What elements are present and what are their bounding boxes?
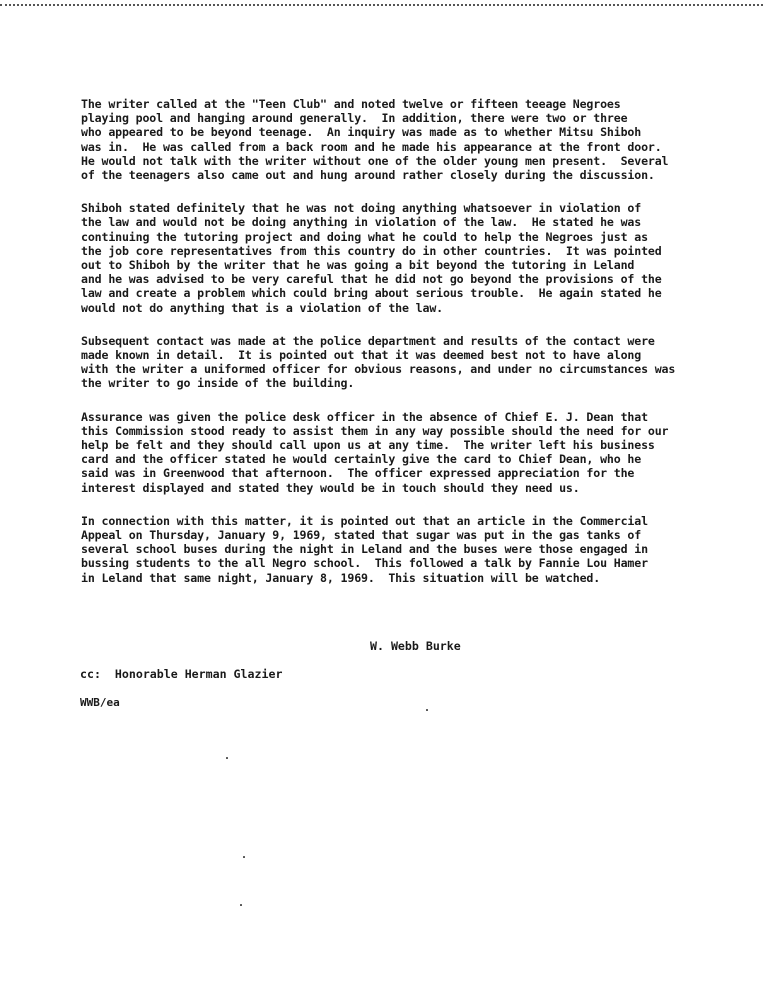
page-top-edge: [0, 0, 763, 6]
scan-speck: [240, 904, 242, 906]
scan-speck: [243, 856, 245, 858]
cc-line: cc: Honorable Herman Glazier: [80, 667, 283, 681]
typist-initials: WWB/ea: [80, 696, 120, 709]
scan-speck: [226, 757, 228, 759]
paragraph-police-contact: Subsequent contact was made at the police department and results of the contact were made known in detail. It is pointed out that it was deemed best not to have along with the writer a uniformed officer for obvious reasons, and under no circumstances was the writer to go inside of the building.: [81, 333, 676, 391]
paragraph-teen-club: The writer called at the "Teen Club" and noted twelve or fifteen teeage Negroes playing pool and hanging around generally. In addition, there were two or three who appeared to be beyond teenage. An inquiry was made as to whether Mitsu Shiboh was in. He was called from a back room and he made his appearance at the front door. He would not talk with the writer without one of the older young men present. Several of the teenagers also came out and hung around rather closely during the discussion.: [81, 97, 669, 183]
signature-name: W. Webb Burke: [370, 639, 461, 653]
paragraph-shiboh-statement: Shiboh stated definitely that he was not doing anything whatsoever in violation of the law and would not be doing anything in violation of the law. He stated he was continuing the tutoring project and doing what he could to help the Negroes just as the job core representatives from this country do in other countries. It was pointed out to Shiboh by the writer that he was going a bit beyond the tutoring in Leland and he was advised to be very careful that he did not go beyond the provisions of the law and create a problem which could bring about serious trouble. He again stated he would not do anything that is a violation of the law.: [81, 201, 662, 315]
paragraph-commercial-appeal: In connection with this matter, it is pointed out that an article in the Commercial Appeal on Thursday, January 9, 1969, stated that sugar was put in the gas tanks of several school buses during the night in Leland and the buses were those engaged in bussing students to the all Negro school. This followed a talk by Fannie Lou Hamer in Leland that same night, January 8, 1969. This situation will be watched.: [81, 513, 648, 585]
scan-speck: [426, 709, 428, 711]
paragraph-assurance: Assurance was given the police desk officer in the absence of Chief E. J. Dean that this Commission stood ready to assist them in any way possible should the need for our help be felt and they should call upon us at any time. The writer left his business card and the officer stated he would certainly give the card to Chief Dean, who he said was in Greenwood that afternoon. The officer expressed appreciation for the interest displayed and stated they would be in touch should they need us.: [81, 409, 669, 495]
document-body: [81, 97, 741, 604]
